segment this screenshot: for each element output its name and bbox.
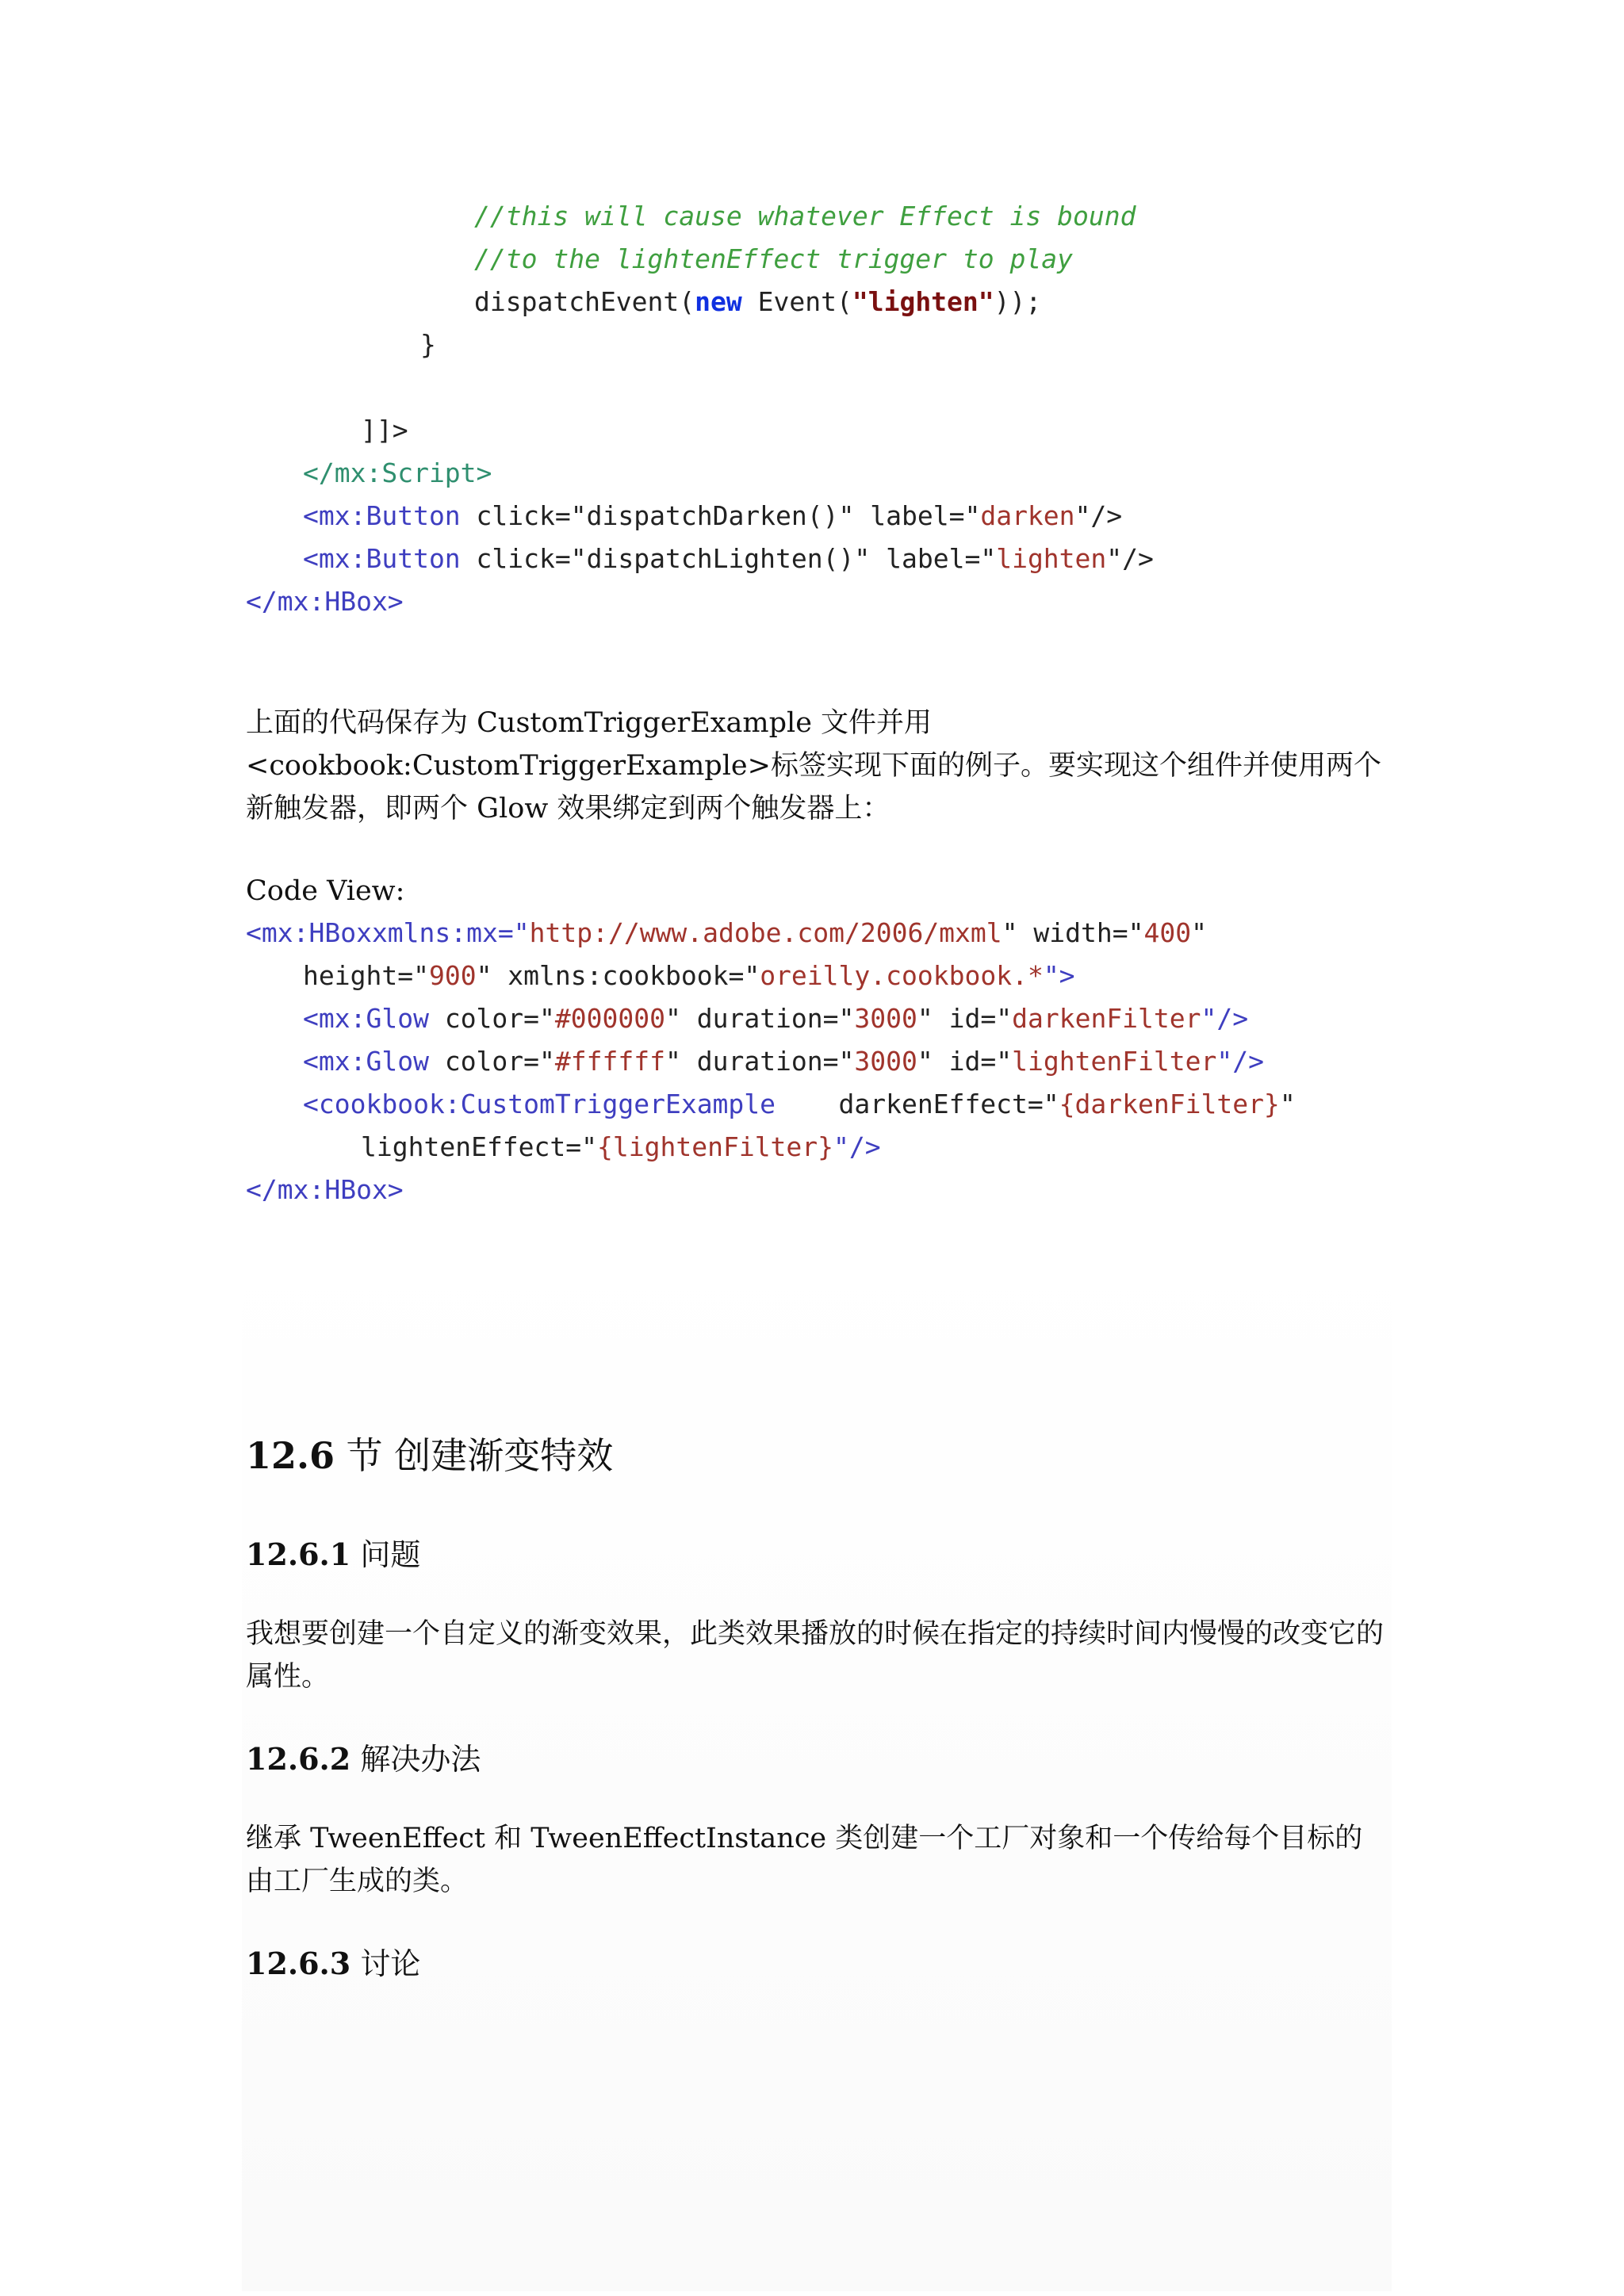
paragraph-intro: 上面的代码保存为 CustomTriggerExample 文件并用<cookbook:CustomTriggerExample>标签实现下面的例子。要实现这个组件并使用两个新触发器，即两个 Glow 效果绑定到两个触发器上： [246, 707, 1381, 825]
code-glow-lighten: <mx:Glow color="#ffffff" duration="3000" id="lightenFilter"/> [303, 1046, 1264, 1077]
code-hbox-open: <mx:HBoxxmlns:mx="http://www.adobe.com/2006/mxml" width="400" [246, 917, 1207, 948]
code-close-brace: } [420, 329, 436, 360]
subheading-discussion: 12.6.3 讨论 [246, 1946, 421, 1981]
section-heading: 12.6 节 创建渐变特效 [246, 1434, 614, 1477]
code-hbox-attrs: height="900" xmlns:cookbook="oreilly.cookbook.*"> [303, 960, 1075, 991]
code-script-close: </mx:Script> [303, 457, 492, 488]
code-dispatch-line: dispatchEvent(new Event("lighten")); [474, 286, 1042, 317]
code-view-label: Code View: [246, 875, 405, 907]
code-glow-darken: <mx:Glow color="#000000" duration="3000" id="darkenFilter"/> [303, 1003, 1249, 1034]
code-custom-trigger-attr: lightenEffect="{lightenFilter}"/> [361, 1131, 881, 1162]
paragraph-problem: 我想要创建一个自定义的渐变效果，此类效果播放的时候在指定的持续时间内慢慢的改变它的属性。 [246, 1618, 1385, 1693]
subheading-problem: 12.6.1 问题 [246, 1536, 421, 1572]
code-comment-line: //to the lightenEffect trigger to play [474, 243, 1073, 274]
code-hbox-close: </mx:HBox> [246, 1174, 404, 1205]
code-custom-trigger: <cookbook:CustomTriggerExample darkenEffect="{darkenFilter}" [303, 1089, 1296, 1119]
code-button-darken: <mx:Button click="dispatchDarken()" label="darken"/> [303, 500, 1123, 531]
subheading-solution: 12.6.2 解决办法 [246, 1741, 481, 1777]
code-comment-line: //this will cause whatever Effect is bound [474, 201, 1136, 232]
code-button-lighten: <mx:Button click="dispatchLighten()" label="lighten"/> [303, 543, 1154, 574]
code-hbox-close: </mx:HBox> [246, 586, 404, 617]
paragraph-solution: 继承 TweenEffect 和 TweenEffectInstance 类创建一个工厂对象和一个传给每个目标的由工厂生成的类。 [246, 1823, 1363, 1897]
code-cdata-end: ]]> [361, 415, 408, 446]
